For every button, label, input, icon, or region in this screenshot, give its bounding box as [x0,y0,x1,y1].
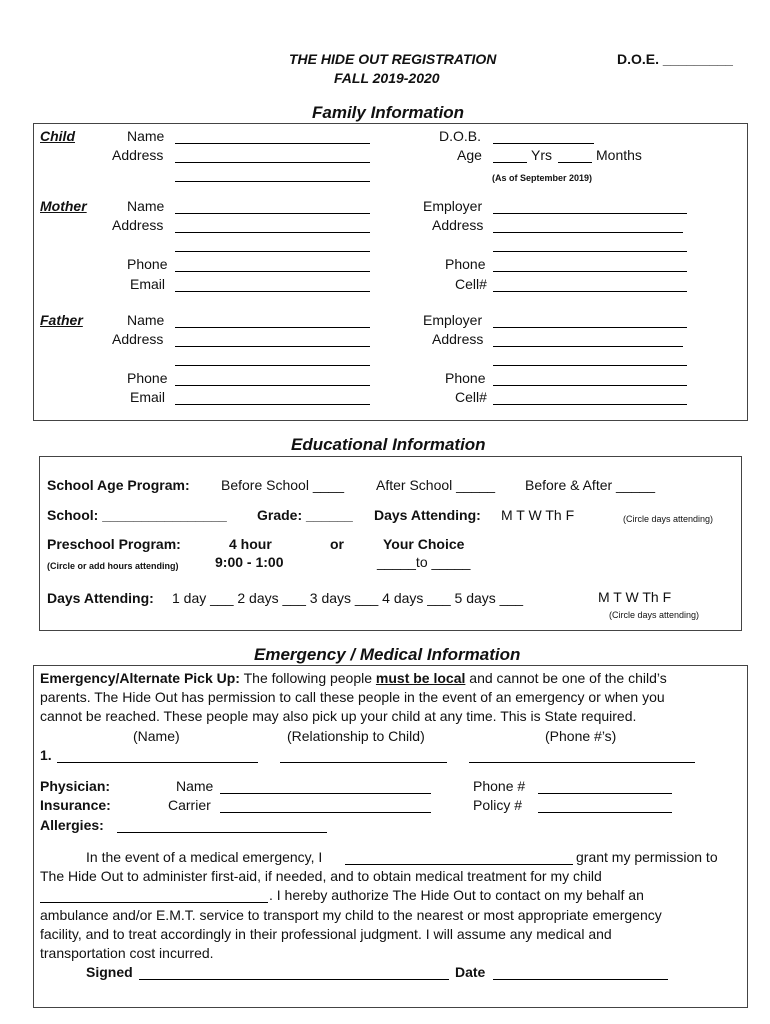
insurance-label: Insurance: [40,797,111,813]
child-name-consent-field[interactable] [40,902,268,903]
father-emp-phone-field[interactable] [493,385,687,386]
consent-line-1a: In the event of a medical emergency, I [86,849,323,865]
days-attending-label: Days Attending: [374,507,481,523]
consent-line-5: facility, and to treat accordingly in their professional judgment. I will assume any medical and [40,926,612,942]
child-address-field[interactable] [175,162,370,163]
mother-emp-address-field-2[interactable] [493,251,687,252]
school-field[interactable]: School: ________________ [47,507,227,523]
father-email-label: Email [130,389,166,405]
days-attending-options[interactable]: M T W Th F [501,507,575,523]
education-heading: Educational Information [291,435,486,454]
child-age-label: Age [457,147,482,163]
physician-phone-field[interactable] [538,793,672,794]
father-employer-field[interactable] [493,327,687,328]
mother-emp-phone-label: Phone [445,256,486,272]
pickup-name-field[interactable] [57,762,258,763]
four-hour-time[interactable]: 9:00 - 1:00 [215,554,284,570]
child-name-field[interactable] [175,143,370,144]
school-age-program-label: School Age Program: [47,477,190,493]
father-cell-label: Cell# [455,389,487,405]
child-yrs-label: Yrs [531,147,552,163]
guardian-name-field[interactable] [345,864,573,865]
mother-name-label: Name [127,198,165,214]
signature-field[interactable] [139,979,449,980]
allergies-label: Allergies: [40,817,104,833]
mother-address-field-2[interactable] [175,251,370,252]
father-phone-field[interactable] [175,385,370,386]
child-name-label: Name [127,128,165,144]
days-attending-2-options[interactable]: M T W Th F [598,589,672,605]
grade-field[interactable]: Grade: ______ [257,507,353,523]
date-label: Date [455,964,486,980]
mother-cell-label: Cell# [455,276,487,292]
father-emp-address-label: Address [432,331,484,347]
col-phone-header: (Phone #’s) [545,728,617,744]
mother-email-field[interactable] [175,291,370,292]
pickup-relationship-field[interactable] [280,762,447,763]
consent-line-3: . I hereby authorize The Hide Out to contact on my behalf an [269,887,644,903]
days-attending-2-label: Days Attending: [47,590,154,606]
preschool-note: (Circle or add hours attending) [47,561,179,571]
insurance-policy-label: Policy # [473,797,523,813]
row-1-label: 1. [40,747,52,763]
mother-name-field[interactable] [175,213,370,214]
father-address-field[interactable] [175,346,370,347]
child-address-label: Address [112,147,164,163]
mother-address-field[interactable] [175,232,370,233]
father-emp-address-field-2[interactable] [493,365,687,366]
days-count-options[interactable]: 1 day ___ 2 days ___ 3 days ___ 4 days ___ 5 days ___ [172,590,524,606]
circle-days-note: (Circle days attending) [623,514,714,524]
physician-name-field[interactable] [220,793,431,794]
child-age-note: (As of September 2019) [492,173,593,183]
your-choice-label: Your Choice [383,536,465,552]
consent-line-2: The Hide Out to administer first-aid, if needed, and to obtain medical treatment for my child [40,868,602,884]
father-label: Father [40,312,83,328]
mother-email-label: Email [130,276,166,292]
col-name-header: (Name) [133,728,180,744]
preschool-program-label: Preschool Program: [47,536,181,552]
insurance-carrier-label: Carrier [168,797,211,813]
mother-emp-phone-field[interactable] [493,271,687,272]
father-cell-field[interactable] [493,404,687,405]
before-after-option[interactable]: Before & After _____ [525,477,655,493]
child-age-months-field[interactable] [558,162,592,163]
child-months-label: Months [596,147,642,163]
father-name-field[interactable] [175,327,370,328]
pickup-label: Emergency/Alternate Pick Up: [40,670,240,686]
child-address-field-2[interactable] [175,181,370,182]
physician-label: Physician: [40,778,111,794]
child-age-years-field[interactable] [493,162,527,163]
family-heading: Family Information [312,103,465,122]
father-employer-label: Employer [423,312,483,328]
father-emp-address-field[interactable] [493,346,683,347]
circle-days-note-2: (Circle days attending) [609,610,700,620]
before-school-option[interactable]: Before School ____ [221,477,344,493]
allergies-field[interactable] [117,832,327,833]
child-label: Child [40,128,75,144]
mother-emp-address-label: Address [432,217,484,233]
pickup-text-a: The following people [243,670,373,686]
mother-phone-label: Phone [127,256,168,272]
col-relationship-header: (Relationship to Child) [287,728,425,744]
pickup-text-b: and cannot be one of the child’s [469,670,667,686]
pickup-line-3: cannot be reached. These people may also pick up your child at any time. This is State required. [40,708,637,724]
physician-name-label: Name [176,778,214,794]
physician-phone-label: Phone # [473,778,526,794]
child-dob-field[interactable] [493,143,594,144]
father-address-field-2[interactable] [175,365,370,366]
mother-cell-field[interactable] [493,291,687,292]
must-be-local: must be local [375,670,466,686]
father-email-field[interactable] [175,404,370,405]
form-title: THE HIDE OUT REGISTRATION [289,51,497,67]
consent-line-1b: grant my permission to [576,849,718,865]
consent-line-4: ambulance and/or E.M.T. service to transport my child to the nearest or most appropriate emergency [40,907,662,923]
mother-employer-field[interactable] [493,213,687,214]
child-dob-label: D.O.B. [439,128,482,144]
father-name-label: Name [127,312,165,328]
mother-label: Mother [40,198,87,214]
mother-address-label: Address [112,217,164,233]
date-field[interactable] [493,979,668,980]
consent-line-6: transportation cost incurred. [40,945,214,961]
mother-emp-address-field[interactable] [493,232,683,233]
signed-label: Signed [86,964,133,980]
pickup-phone-field[interactable] [469,762,695,763]
mother-employer-label: Employer [423,198,483,214]
emergency-heading: Emergency / Medical Information [254,645,521,664]
or-label: or [330,536,344,552]
father-emp-phone-label: Phone [445,370,486,386]
mother-phone-field[interactable] [175,271,370,272]
father-phone-label: Phone [127,370,168,386]
insurance-policy-field[interactable] [538,812,672,813]
form-term: FALL 2019-2020 [334,70,440,86]
pickup-line-1 [40,670,667,686]
insurance-carrier-field[interactable] [220,812,431,813]
after-school-option[interactable]: After School _____ [376,477,496,493]
father-address-label: Address [112,331,164,347]
your-choice-hours-field[interactable]: _____to _____ [377,554,471,570]
four-hour-option[interactable]: 4 hour [229,536,272,552]
doe-field[interactable]: D.O.E. _________ [617,51,733,67]
pickup-line-2: parents. The Hide Out has permission to call these people in the event of an emergency or when you [40,689,665,705]
